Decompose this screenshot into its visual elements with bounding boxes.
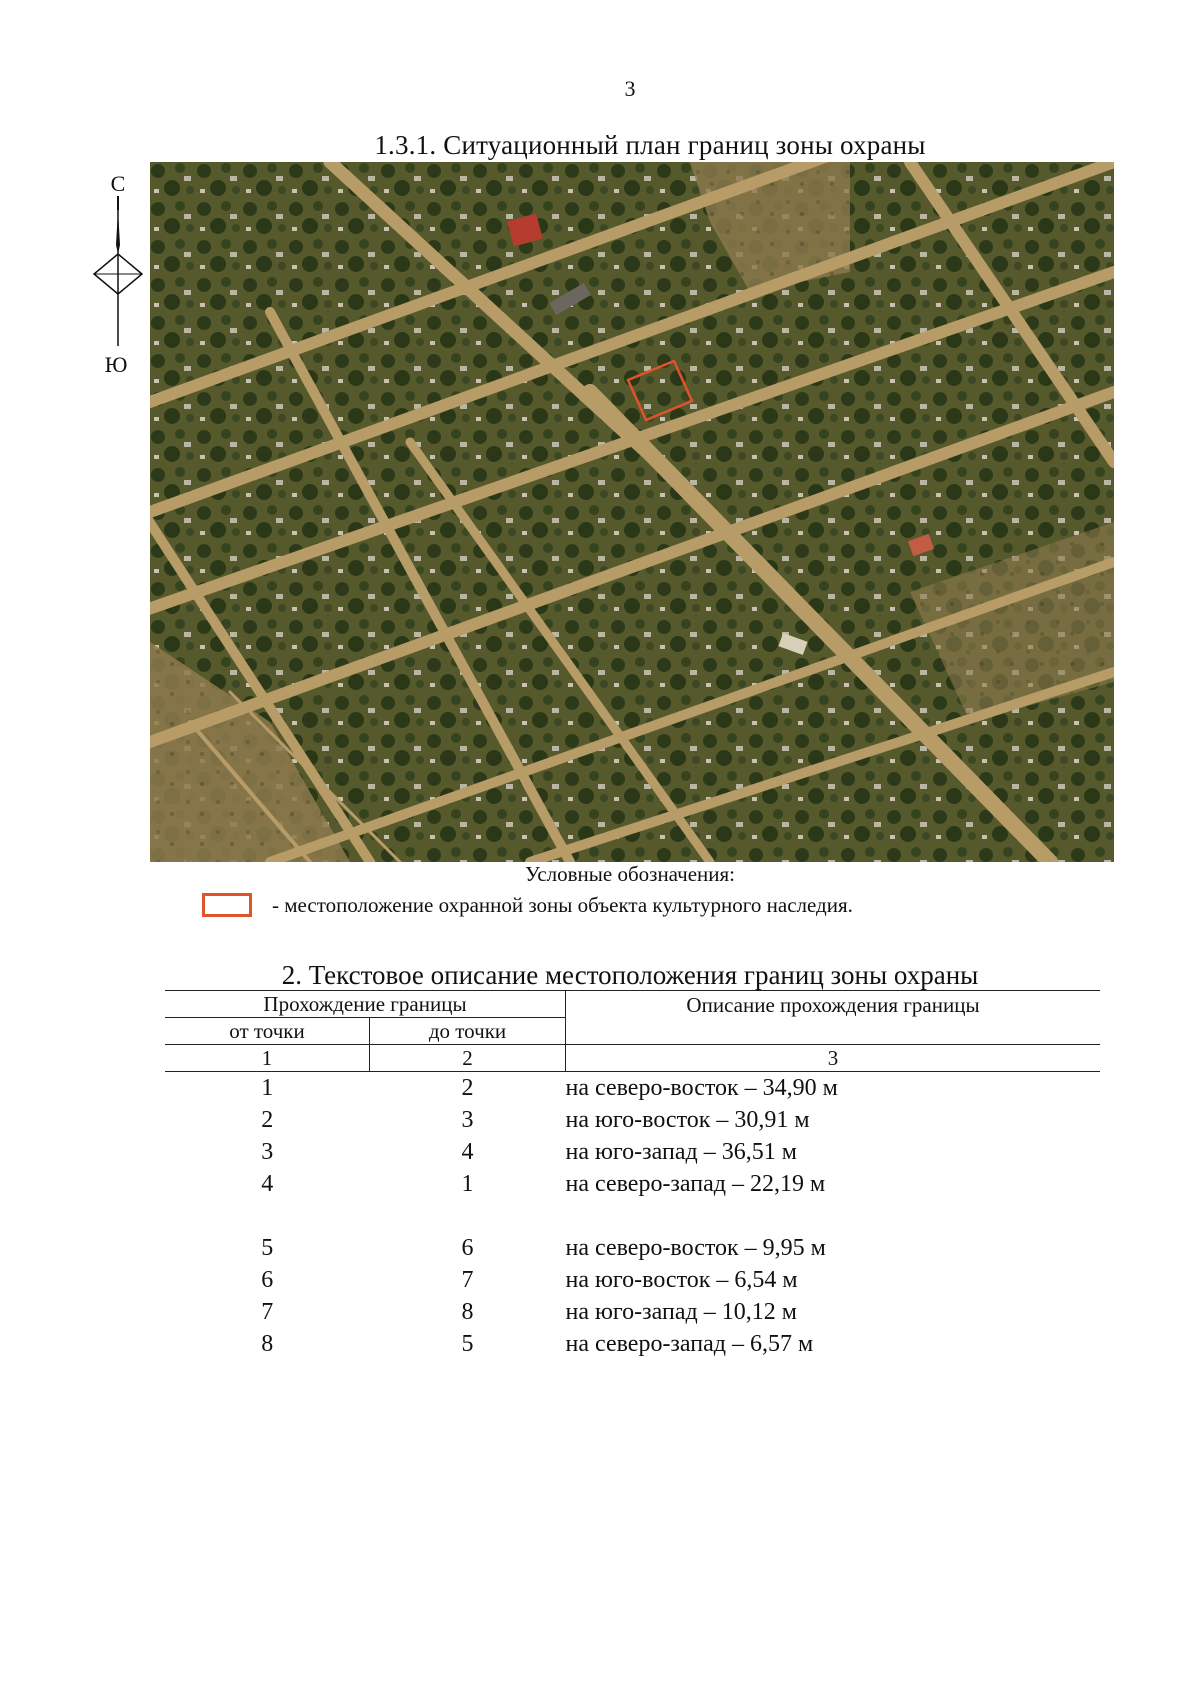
legend-item xyxy=(202,890,853,920)
to-point: 5 xyxy=(461,1331,474,1357)
boundary-description: на юго-запад – 10,12 м xyxy=(565,1299,797,1325)
column-number: 2 xyxy=(370,1045,566,1072)
boundary-description: на северо-восток – 9,95 м xyxy=(565,1235,826,1261)
satellite-map xyxy=(150,162,1114,862)
table-row xyxy=(165,1072,1100,1105)
column-number: 1 xyxy=(165,1045,370,1072)
from-point: 3 xyxy=(261,1139,274,1165)
table-row xyxy=(165,1168,1100,1200)
north-arrow-icon xyxy=(90,170,146,380)
boundary-description: на северо-восток – 34,90 м xyxy=(565,1075,838,1101)
to-point: 6 xyxy=(461,1235,474,1261)
table-row xyxy=(165,1104,1100,1136)
from-point: 7 xyxy=(261,1299,274,1325)
boundary-description: на северо-запад – 22,19 м xyxy=(565,1171,826,1197)
compass-south-label: Ю xyxy=(104,352,128,377)
header-description: Описание прохождения границы xyxy=(566,991,1101,1045)
table-row xyxy=(165,1232,1100,1264)
from-point: 6 xyxy=(261,1267,274,1293)
table-row xyxy=(165,1328,1100,1360)
boundary-description: на юго-запад – 36,51 м xyxy=(565,1139,797,1165)
legend-title: Условные обозначения: xyxy=(524,862,736,886)
compass-north-label: С xyxy=(110,171,126,196)
table-row xyxy=(165,1296,1100,1328)
table-spacer-row xyxy=(165,1200,1100,1232)
table-row xyxy=(165,1264,1100,1296)
header-boundary-passage: Прохождение границы xyxy=(165,991,566,1018)
from-point: 4 xyxy=(261,1171,274,1197)
to-point: 8 xyxy=(461,1299,474,1325)
to-point: 1 xyxy=(461,1171,474,1197)
from-point: 8 xyxy=(261,1331,274,1357)
to-point: 3 xyxy=(461,1107,474,1133)
boundary-description: на юго-восток – 6,54 м xyxy=(565,1267,798,1293)
legend-swatch-icon xyxy=(202,893,252,917)
column-number: 3 xyxy=(566,1045,1101,1072)
to-point: 2 xyxy=(461,1075,474,1101)
from-point: 1 xyxy=(261,1075,274,1101)
map-title: 1.3.1. Ситуационный план границ зоны охраны xyxy=(374,130,926,160)
legend-item-text: - местоположение охранной зоны объекта культурного наследия. xyxy=(272,892,853,917)
to-point: 4 xyxy=(461,1139,474,1165)
header-from-point: от точки xyxy=(165,1018,370,1045)
from-point: 5 xyxy=(261,1235,274,1261)
section-title: 2. Текстовое описание местоположения границ зоны охраны xyxy=(281,960,979,990)
boundary-table xyxy=(165,990,1100,1360)
boundary-description: на юго-восток – 30,91 м xyxy=(565,1107,810,1133)
page-number: 3 xyxy=(624,76,636,101)
to-point: 7 xyxy=(461,1267,474,1293)
table-row xyxy=(165,1136,1100,1168)
satellite-map-image xyxy=(150,162,1114,862)
from-point: 2 xyxy=(261,1107,274,1133)
header-to-point: до точки xyxy=(370,1018,566,1045)
boundary-description: на северо-запад – 6,57 м xyxy=(565,1331,814,1357)
